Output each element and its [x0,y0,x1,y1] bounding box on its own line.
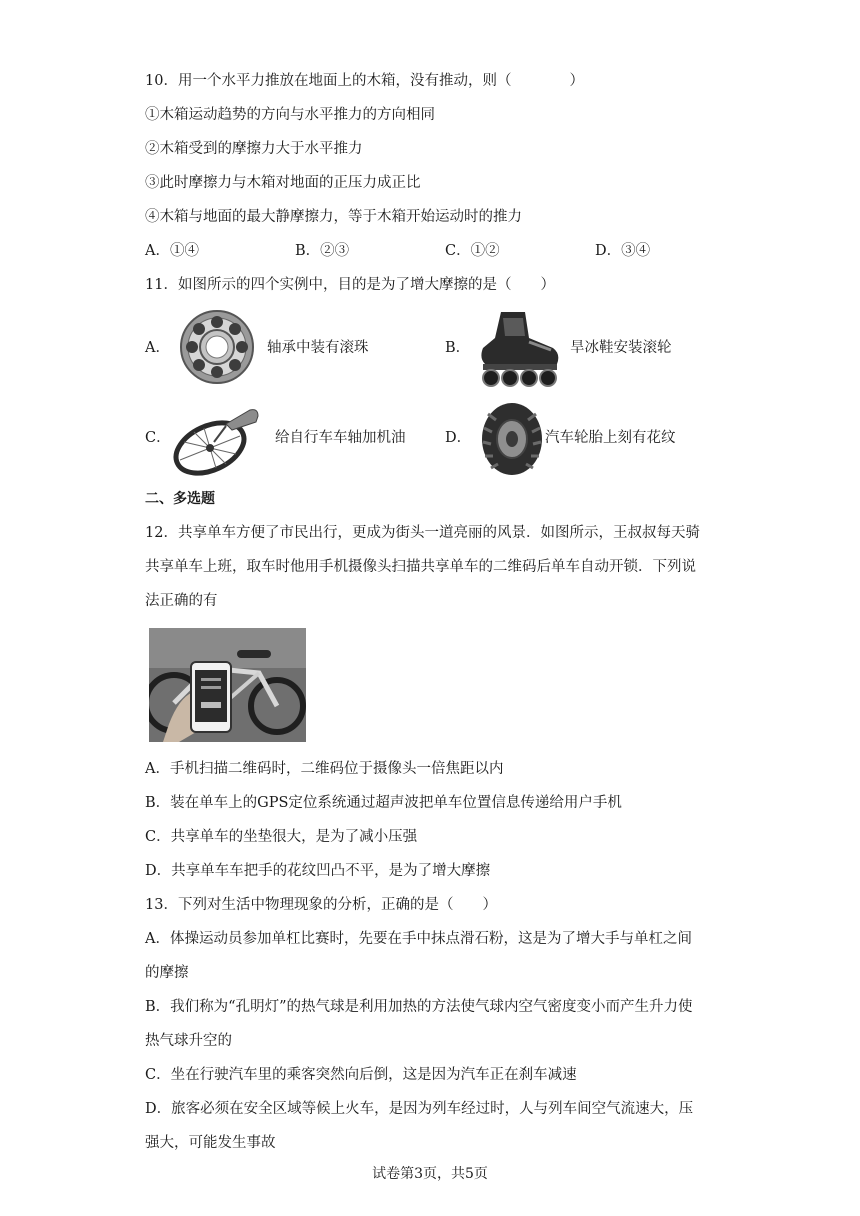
q10-stem: 10．用一个水平力推放在地面上的木箱，没有推动，则（ ） [145,73,584,89]
q10-statement-1: ①木箱运动趋势的方向与水平推力的方向相同 [145,107,435,123]
q11-option-a-letter: A． [145,340,170,356]
q12-stem-line-2: 共享单车上班，取车时他用手机摄像头扫描共享单车的二维码后单车自动开锁．下列说 [145,559,696,575]
q13-option-b-line-2: 热气球升空的 [145,1033,232,1049]
q10-option-a: A．①④ [145,243,199,259]
bearing-image [175,308,260,386]
roller-skate-image [473,308,563,388]
q12-option-d: D．共享单车车把手的花纹凹凸不平，是为了增大摩擦 [145,863,491,879]
q11-option-c-letter: C． [145,430,171,446]
q11-option-d-text: 汽车轮胎上刻有花纹 [545,430,676,446]
q11-option-b-letter: B． [445,340,471,356]
bicycle-wheel-image [170,402,265,477]
q13-option-d-line-1: D．旅客必须在安全区域等候上火车，是因为列车经过时，人与列车间空气流速大，压 [145,1101,694,1117]
q12-option-b: B．装在单车上的GPS定位系统通过超声波把单车位置信息传递给用户手机 [145,795,622,811]
q13-stem: 13．下列对生活中物理现象的分析，正确的是（ ） [145,897,497,913]
q11-option-c-text: 给自行车车轴加机油 [275,430,406,446]
q13-option-a-line-2: 的摩擦 [145,965,189,981]
q10-statement-4: ④木箱与地面的最大静摩擦力，等于木箱开始运动时的推力 [145,209,522,225]
q13-option-c: C．坐在行驶汽车里的乘客突然向后倒，这是因为汽车正在刹车减速 [145,1067,577,1083]
q12-option-a: A．手机扫描二维码时，二维码位于摄像头一倍焦距以内 [145,761,504,777]
q12-option-c: C．共享单车的坐垫很大，是为了减小压强 [145,829,418,845]
q10-option-b: B．②③ [295,243,350,259]
q10-option-d: D．③④ [595,243,651,259]
tire-image [478,400,546,478]
q12-stem-line-1: 12．共享单车方便了市民出行，更成为街头一道亮丽的风景．如图所示，王叔叔每天骑 [145,525,700,541]
q10-statement-3: ③此时摩擦力与木箱对地面的正压力成正比 [145,175,421,191]
q11-option-b-text: 旱冰鞋安装滚轮 [570,340,672,356]
section-multiple-choice: 二、多选题 [145,491,215,507]
q12-stem-line-3: 法正确的有 [145,593,218,609]
q13-option-d-line-2: 强大，可能发生事故 [145,1135,276,1151]
q11-option-d-letter: D． [445,430,472,446]
shared-bike-photo [149,628,306,742]
page-footer: 试卷第3页，共5页 [372,1166,488,1182]
q10-statement-2: ②木箱受到的摩擦力大于水平推力 [145,141,363,157]
q11-option-a-text: 轴承中装有滚珠 [267,340,369,356]
q13-option-a-line-1: A．体操运动员参加单杠比赛时，先要在手中抹点滑石粉，这是为了增大手与单杠之间 [145,931,692,947]
q11-stem: 11．如图所示的四个实例中，目的是为了增大摩擦的是（ ） [145,277,555,293]
q10-option-c: C．①② [445,243,500,259]
q13-option-b-line-1: B．我们称为“孔明灯”的热气球是利用加热的方法使气球内空气密度变小而产生升力使 [145,999,693,1015]
